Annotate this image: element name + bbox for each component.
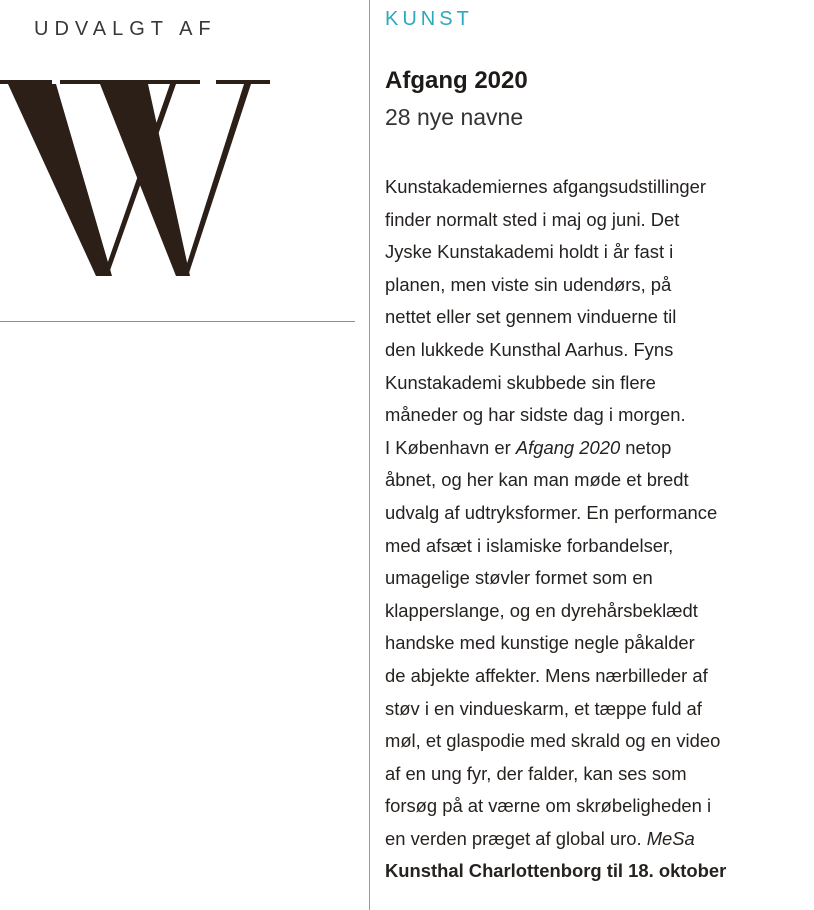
body-text-segment: netop [620, 436, 672, 458]
column-divider [369, 0, 370, 910]
body-line: umagelige støvler formet som en [385, 567, 653, 589]
w-monogram-icon [0, 64, 275, 284]
body-line [385, 823, 813, 856]
body-line: planen, men viste sin udendørs, på [385, 273, 672, 295]
body-line: støv i en vindueskarm, et tæppe fuld af [385, 697, 702, 719]
body-line: de abjekte affekter. Mens nærbilleder af [385, 664, 708, 686]
body-line: møl, et glaspodie med skrald og en video [385, 730, 721, 752]
body-line: finder normalt sted i maj og juni. Det [385, 208, 680, 230]
selected-by-label: UDVALGT AF [34, 18, 217, 40]
body-line: Kunstakademiernes afgangsudstillinger [385, 176, 707, 197]
exhibition-title: Afgang 2020 [515, 436, 621, 458]
author-signature: MeSa [646, 827, 695, 849]
body-line: klapperslange, og en dyrehårsbeklædt [385, 599, 698, 621]
category-label: KUNST [385, 8, 473, 30]
body-line: med afsæt i islamiske forbandelser, [385, 534, 674, 556]
article-headline: Afgang 2020 [385, 67, 528, 94]
body-text-segment: I København er [385, 436, 516, 458]
editor-column [0, 0, 356, 910]
article-body [385, 171, 813, 888]
body-line: udvalg af udtryksformer. En performance [385, 501, 718, 523]
body-line [385, 432, 813, 465]
body-line: Kunstakademi skubbede sin flere [385, 371, 656, 393]
body-line: åbnet, og her kan man møde et bredt [385, 469, 689, 491]
body-line: handske med kunstige negle påkalder [385, 632, 695, 654]
section-rule [0, 321, 355, 322]
body-line: forsøg på at værne om skrøbeligheden i [385, 795, 712, 817]
body-text-segment: en verden præget af global uro. [385, 827, 647, 849]
body-line: måneder og har sidste dag i morgen. [385, 404, 686, 426]
venue-info: Kunsthal Charlottenborg til 18. oktober [385, 860, 727, 882]
body-line: den lukkede Kunsthal Aarhus. Fyns [385, 338, 674, 360]
body-line: Jyske Kunstakademi holdt i år fast i [385, 241, 674, 263]
article-subhead: 28 nye navne [385, 104, 524, 130]
body-line: nettet eller set gennem vinduerne til [385, 306, 677, 328]
body-line: af en ung fyr, der falder, kan ses som [385, 762, 687, 784]
